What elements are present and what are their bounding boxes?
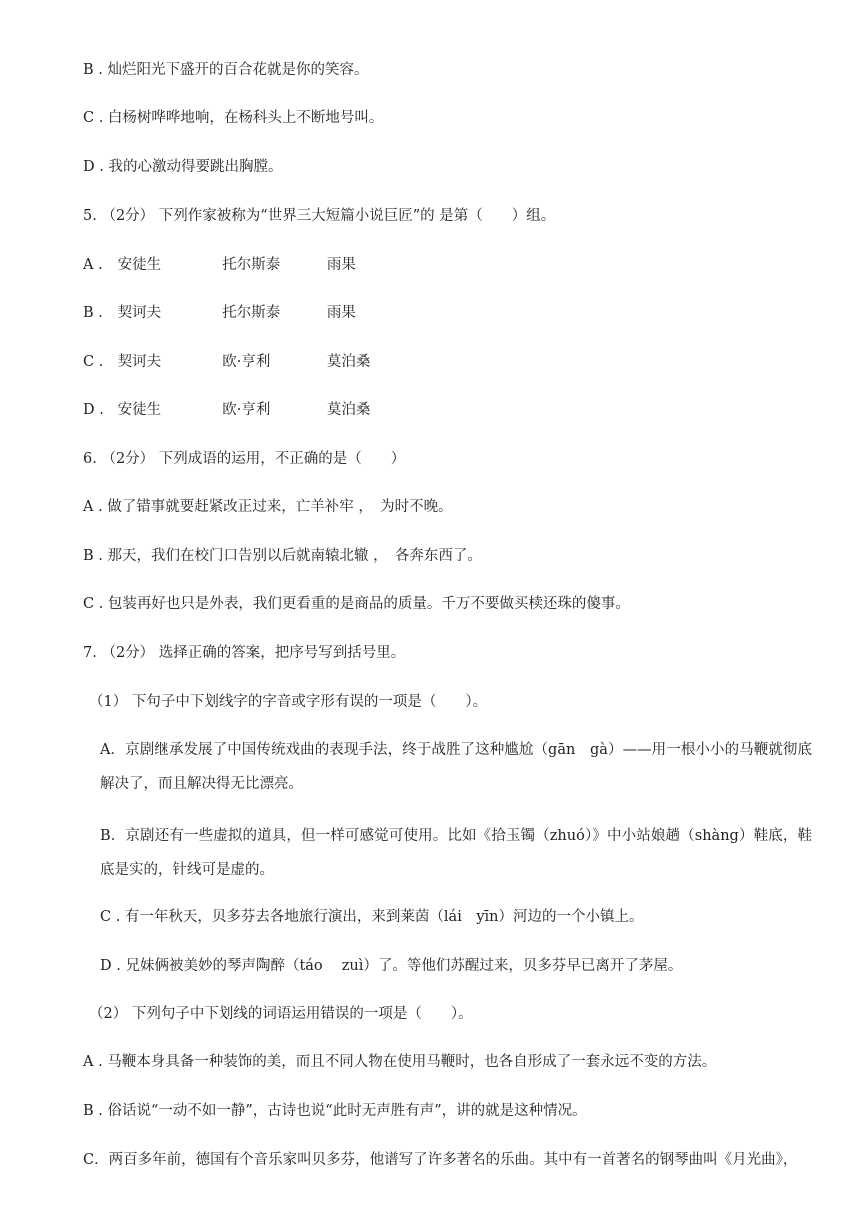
- option-label: C .: [83, 354, 104, 370]
- author-3: 雨果: [326, 305, 356, 321]
- option-label: A .: [83, 257, 103, 273]
- q7-sub2-option-c: C．两百多年前，德国有个音乐家叫贝多芬，他谱写了许多著名的乐曲。其中有一首著名的钢琴曲叫《月光曲》，: [83, 1152, 798, 1168]
- q7-sub1-option-d: D . 兄妹俩被美妙的琴声陶醉（táo zuì）了。等他们苏醒过来，贝多芬早已离开了茅屋。: [100, 958, 683, 974]
- q7-sub2-option-a: A . 马鞭本身具备一种装饰的美，而且不同人物在使用马鞭时，也各自形成了一套永远不变的方法。: [83, 1054, 717, 1070]
- q6-option-a: A . 做了错事就要赶紧改正过来，亡羊补牢 ， 为时不晚。: [83, 499, 453, 515]
- option-label: D .: [83, 402, 104, 418]
- author-1: 契诃夫: [117, 305, 162, 321]
- option-c-prev: C . 白杨树哗哗地响，在杨科头上不断地号叫。: [83, 110, 384, 126]
- author-1: 安徒生: [117, 402, 162, 418]
- q5-option-a: [83, 255, 865, 275]
- option-d-prev: D . 我的心激动得要跳出胸膛。: [83, 159, 283, 175]
- q6-option-c: C . 包装再好也只是外表，我们更看重的是商品的质量。千万不要做买椟还珠的傻事。: [83, 596, 630, 612]
- author-3: 莫泊桑: [326, 354, 371, 370]
- option-label: B .: [83, 305, 103, 321]
- q7-sub1-option-b: B．京剧还有一些虚拟的道具，但一样可感觉可使用。比如《拾玉镯（zhuó）》中小站娘趟（shàng）鞋底，鞋底是实的，针线可是虚的。: [100, 828, 812, 878]
- q7-sub2-option-b: B . 俗话说“一动不如一静”，古诗也说“此时无声胜有声”，讲的就是这种情况。: [83, 1103, 587, 1119]
- question-6-stem: 6. （2分） 下列成语的运用，不正确的是（ ）: [83, 451, 406, 467]
- author-2: 托尔斯泰: [222, 257, 281, 273]
- q7-sub2-stem: （2） 下列句子中下划线的词语运用错误的一项是（ ）。: [89, 1006, 473, 1022]
- q5-option-d: [83, 400, 865, 420]
- q7-sub1-option-c: C . 有一年秋天，贝多芬去各地旅行演出，来到莱茵（lái yīn）河边的一个小镇上。: [100, 909, 644, 925]
- author-1: 安徒生: [117, 257, 162, 273]
- question-7-stem: 7. （2分） 选择正确的答案，把序号写到括号里。: [83, 645, 406, 661]
- author-3: 莫泊桑: [326, 402, 371, 418]
- author-2: 欧·亨利: [222, 354, 271, 370]
- author-1: 契诃夫: [117, 354, 162, 370]
- q6-option-b: B . 那天，我们在校门口告别以后就南辕北辙 ， 各奔东西了。: [83, 548, 482, 564]
- author-3: 雨果: [326, 257, 356, 273]
- q5-option-c: [83, 352, 865, 372]
- author-2: 欧·亨利: [222, 402, 271, 418]
- q7-sub1-stem: （1） 下句子中下划线字的字音或字形有误的一项是（ ）。: [89, 694, 488, 710]
- question-5-stem: 5. （2分） 下列作家被称为“世界三大短篇小说巨匠”的 是第（ ）组。: [83, 208, 556, 224]
- option-b-prev: B . 灿烂阳光下盛开的百合花就是你的笑容。: [83, 62, 369, 78]
- author-2: 托尔斯泰: [222, 305, 281, 321]
- q7-sub1-option-a: A．京剧继承发展了中国传统戏曲的表现手法，终于战胜了这种尴尬（gān gà）——用一根小小的马鞭就彻底解决了，而且解决得无比漂亮。: [100, 742, 812, 792]
- q5-option-b: [83, 303, 865, 323]
